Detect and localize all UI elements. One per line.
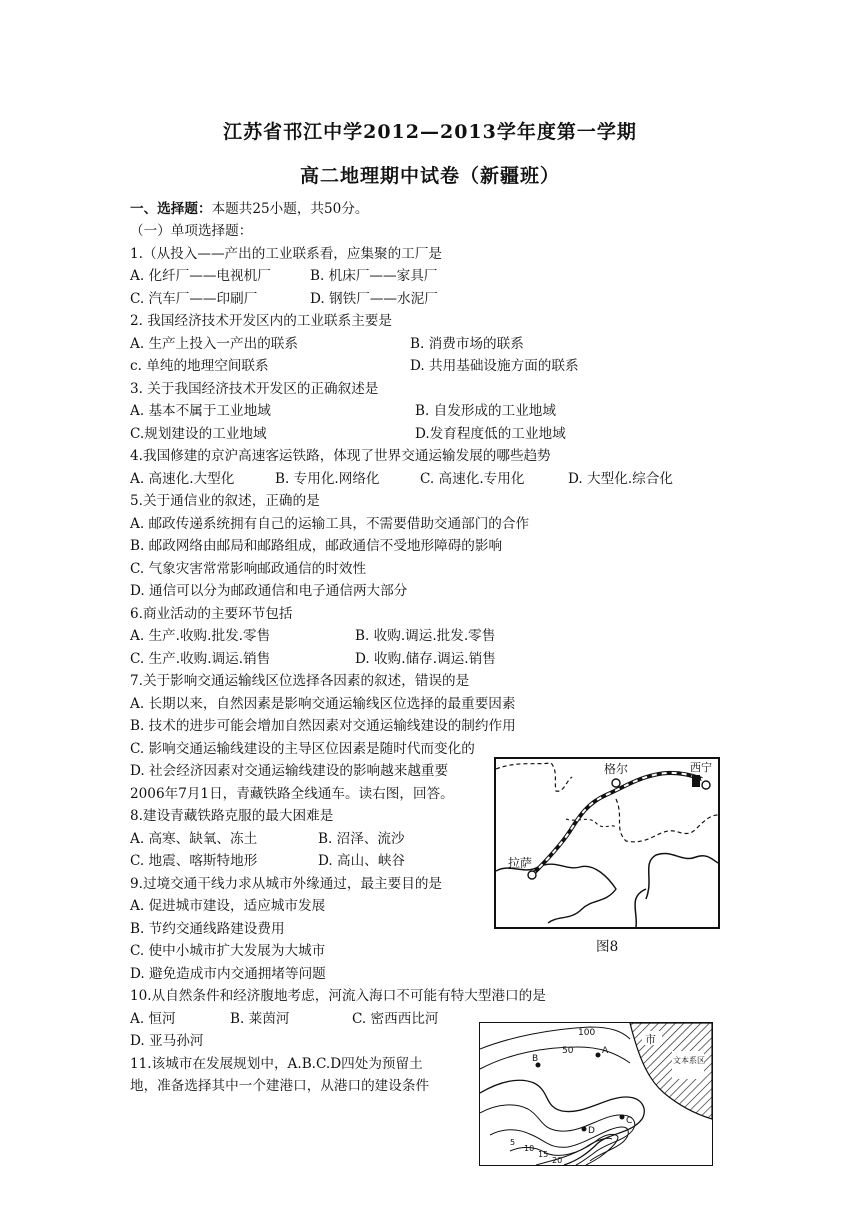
q1-option-b: B. 机床厂——家具厂: [310, 268, 438, 284]
q6-option-b: B. 收购.调运.批发.零售: [355, 628, 496, 644]
section-desc: 本题共25小题，共50分。: [211, 201, 369, 217]
q1-options-row2: [130, 289, 438, 309]
contour-label-5: 5: [510, 1138, 516, 1147]
subsection-heading: （一）单项选择题：: [130, 223, 253, 239]
port-map-label-city: 市: [645, 1033, 656, 1046]
figure8-svg: [496, 759, 718, 927]
port-point-c: [620, 1115, 625, 1120]
q9-stem: 9.过境交通干线力求从城市外缘通过，最主要目的是: [130, 876, 443, 892]
figure8-map: [494, 757, 720, 929]
port-label-a: A: [602, 1046, 609, 1056]
q9-option-a: A. 促进城市建设，适应城市发展: [130, 898, 326, 914]
q8-options-row1: [130, 829, 405, 849]
q5-option-a: A. 邮政传递系统拥有自己的运输工具，不需要借助交通部门的合作: [130, 516, 530, 532]
figure8-boundary-2: [616, 799, 718, 842]
q3-options-row2: [130, 424, 566, 444]
q3-stem: 3. 关于我国经济技术开发区的正确叙述是: [130, 381, 379, 397]
contour-label-20: 20: [552, 1156, 563, 1165]
q2-stem: 2. 我国经济技术开发区内的工业联系主要是: [130, 313, 392, 329]
figure8-river-2: [635, 889, 646, 927]
section-heading: 一、选择题：: [130, 201, 212, 217]
port-label-b: B: [532, 1054, 539, 1064]
q5-option-c: C. 气象灾害常常影响邮政通信的时效性: [130, 561, 367, 577]
q2-option-a: A. 生产上投入一产出的联系: [130, 336, 298, 352]
q2-option-b: B. 消费市场的联系: [410, 336, 524, 352]
q10-option-c: C. 密西西比河: [352, 1011, 439, 1027]
q8-intro: 2006年7月1日，青藏铁路全线通车。读右图，回答。: [130, 786, 454, 802]
port-label-d: D: [588, 1126, 595, 1136]
port-map-label-area: 文本系区: [673, 1056, 705, 1065]
figure8-label-geer: 格尔: [604, 762, 629, 776]
q8-option-c: C. 地震、喀斯特地形: [130, 853, 258, 869]
q10-option-a: A. 恒河: [130, 1011, 176, 1027]
q2-option-c: c. 单纯的地理空间联系: [130, 358, 269, 374]
q8-option-a: A. 高寒、缺氧、冻土: [130, 831, 258, 847]
q7-stem: 7.关于影响交通运输线区位选择各因素的叙述，错误的是: [130, 673, 470, 689]
q1-option-a: A. 化纤厂——电视机厂: [130, 268, 271, 284]
q8-stem: 8.建设青藏铁路克服的最大困难是: [130, 808, 334, 824]
q6-options-row1: [130, 626, 496, 646]
q10-options-row1: [130, 1009, 439, 1029]
figure8-city-geer: [612, 779, 620, 787]
contour-label-100: 100: [578, 1028, 596, 1038]
q9-option-d: D. 避免造成市内交通拥堵等问题: [130, 966, 326, 982]
section-heading-line: [130, 199, 369, 219]
q1-options-row1: [130, 266, 438, 286]
port-map-svg: [480, 1023, 712, 1165]
port-map: [479, 1022, 713, 1166]
q4-option-b: B. 专用化.网络化: [275, 471, 380, 487]
q10-option-d: D. 亚马孙河: [130, 1033, 204, 1049]
q9-option-b: B. 节约交通线路建设费用: [130, 921, 285, 937]
q6-options-row2: [130, 649, 496, 669]
port-point-a: [596, 1053, 601, 1058]
figure8-boundary: [496, 763, 572, 791]
q2-options-row1: [130, 334, 524, 354]
q1-option-c: C. 汽车厂——印刷厂: [130, 291, 258, 307]
q8-options-row2: [130, 851, 406, 871]
q3-option-b: B. 自发形成的工业地域: [415, 403, 556, 419]
figure8-label-lasa: 拉萨: [508, 856, 533, 870]
figure8-railway: [532, 773, 702, 875]
port-label-c: C: [626, 1116, 633, 1126]
contour-label-50: 50: [562, 1046, 574, 1056]
figure8-city-lasa: [528, 871, 536, 879]
q11-line1: 11.该城市在发展规划中，A.B.C.D四处为预留土: [130, 1056, 423, 1072]
figure8-xining-block: [692, 775, 700, 787]
q5-option-b: B. 邮政网络由邮局和邮路组成，邮政通信不受地形障碍的影响: [130, 538, 503, 554]
q4-option-a: A. 高速化.大型化: [130, 471, 235, 487]
q6-option-c: C. 生产.收购.调运.销售: [130, 651, 271, 667]
figure8-river: [646, 853, 718, 899]
q7-option-c: C. 影响交通运输线建设的主导区位因素是随时代而变化的: [130, 741, 475, 757]
q3-option-d: D.发育程度低的工业地域: [415, 426, 566, 442]
q1-option-d: D. 钢铁厂——水泥厂: [310, 291, 438, 307]
figure8-caption: 图8: [596, 939, 619, 955]
q3-option-c: C.规划建设的工业地域: [130, 426, 267, 442]
q10-stem: 10.从自然条件和经济腹地考虑，河流入海口不可能有特大型港口的是: [130, 988, 546, 1004]
port-point-d: [582, 1127, 587, 1132]
q9-option-c: C. 使中小城市扩大发展为大城市: [130, 943, 326, 959]
coastline: [480, 1080, 644, 1165]
contour-label-15: 15: [538, 1150, 549, 1159]
q5-option-d: D. 通信可以分为邮政通信和电子通信两大部分: [130, 583, 408, 599]
q4-option-c: C. 高速化.专用化: [420, 471, 525, 487]
figure8-label-xining: 西宁: [690, 761, 712, 774]
q7-option-d: D. 社会经济因素对交通运输线建设的影响越来越重要: [130, 763, 449, 779]
q8-option-d: D. 高山、峡谷: [318, 853, 406, 869]
q11-line2: 地，准备选择其中一个建港口，从港口的建设条件: [130, 1078, 430, 1094]
q2-options-row2: [130, 356, 579, 376]
figure8-border: [496, 864, 616, 923]
q4-options-row: [130, 469, 673, 489]
q5-stem: 5.关于通信业的叙述，正确的是: [130, 493, 320, 509]
q3-option-a: A. 基本不属于工业地域: [130, 403, 271, 419]
q3-options-row1: [130, 401, 556, 421]
q7-option-a: A. 长期以来，自然因素是影响交通运输线区位选择的最重要因素: [130, 696, 516, 712]
figure8-city-xining: [702, 781, 710, 789]
q10-option-b: B. 莱茵河: [230, 1011, 290, 1027]
q2-option-d: D. 共用基础设施方面的联系: [410, 358, 579, 374]
q8-option-b: B. 沼泽、流沙: [318, 831, 405, 847]
q4-option-d: D. 大型化.综合化: [568, 471, 673, 487]
q4-stem: 4.我国修建的京沪高速客运铁路，体现了世界交通运输发展的哪些趋势: [130, 448, 551, 464]
q6-stem: 6.商业活动的主要环节包括: [130, 606, 293, 622]
q1-stem: 1.（从投入——产出的工业联系看，应集聚的工厂是: [130, 246, 443, 262]
q6-option-a: A. 生产.收购.批发.零售: [130, 628, 271, 644]
exam-title: 江苏省邗江中学2012—2013学年度第一学期: [223, 121, 637, 143]
q7-option-b: B. 技术的进步可能会增加自然因素对交通运输线建设的制约作用: [130, 718, 516, 734]
contour-label-10: 10: [524, 1144, 535, 1153]
q6-option-d: D. 收购.储存.调运.销售: [355, 651, 496, 667]
exam-subtitle: 高二地理期中试卷（新疆班）: [299, 165, 560, 187]
